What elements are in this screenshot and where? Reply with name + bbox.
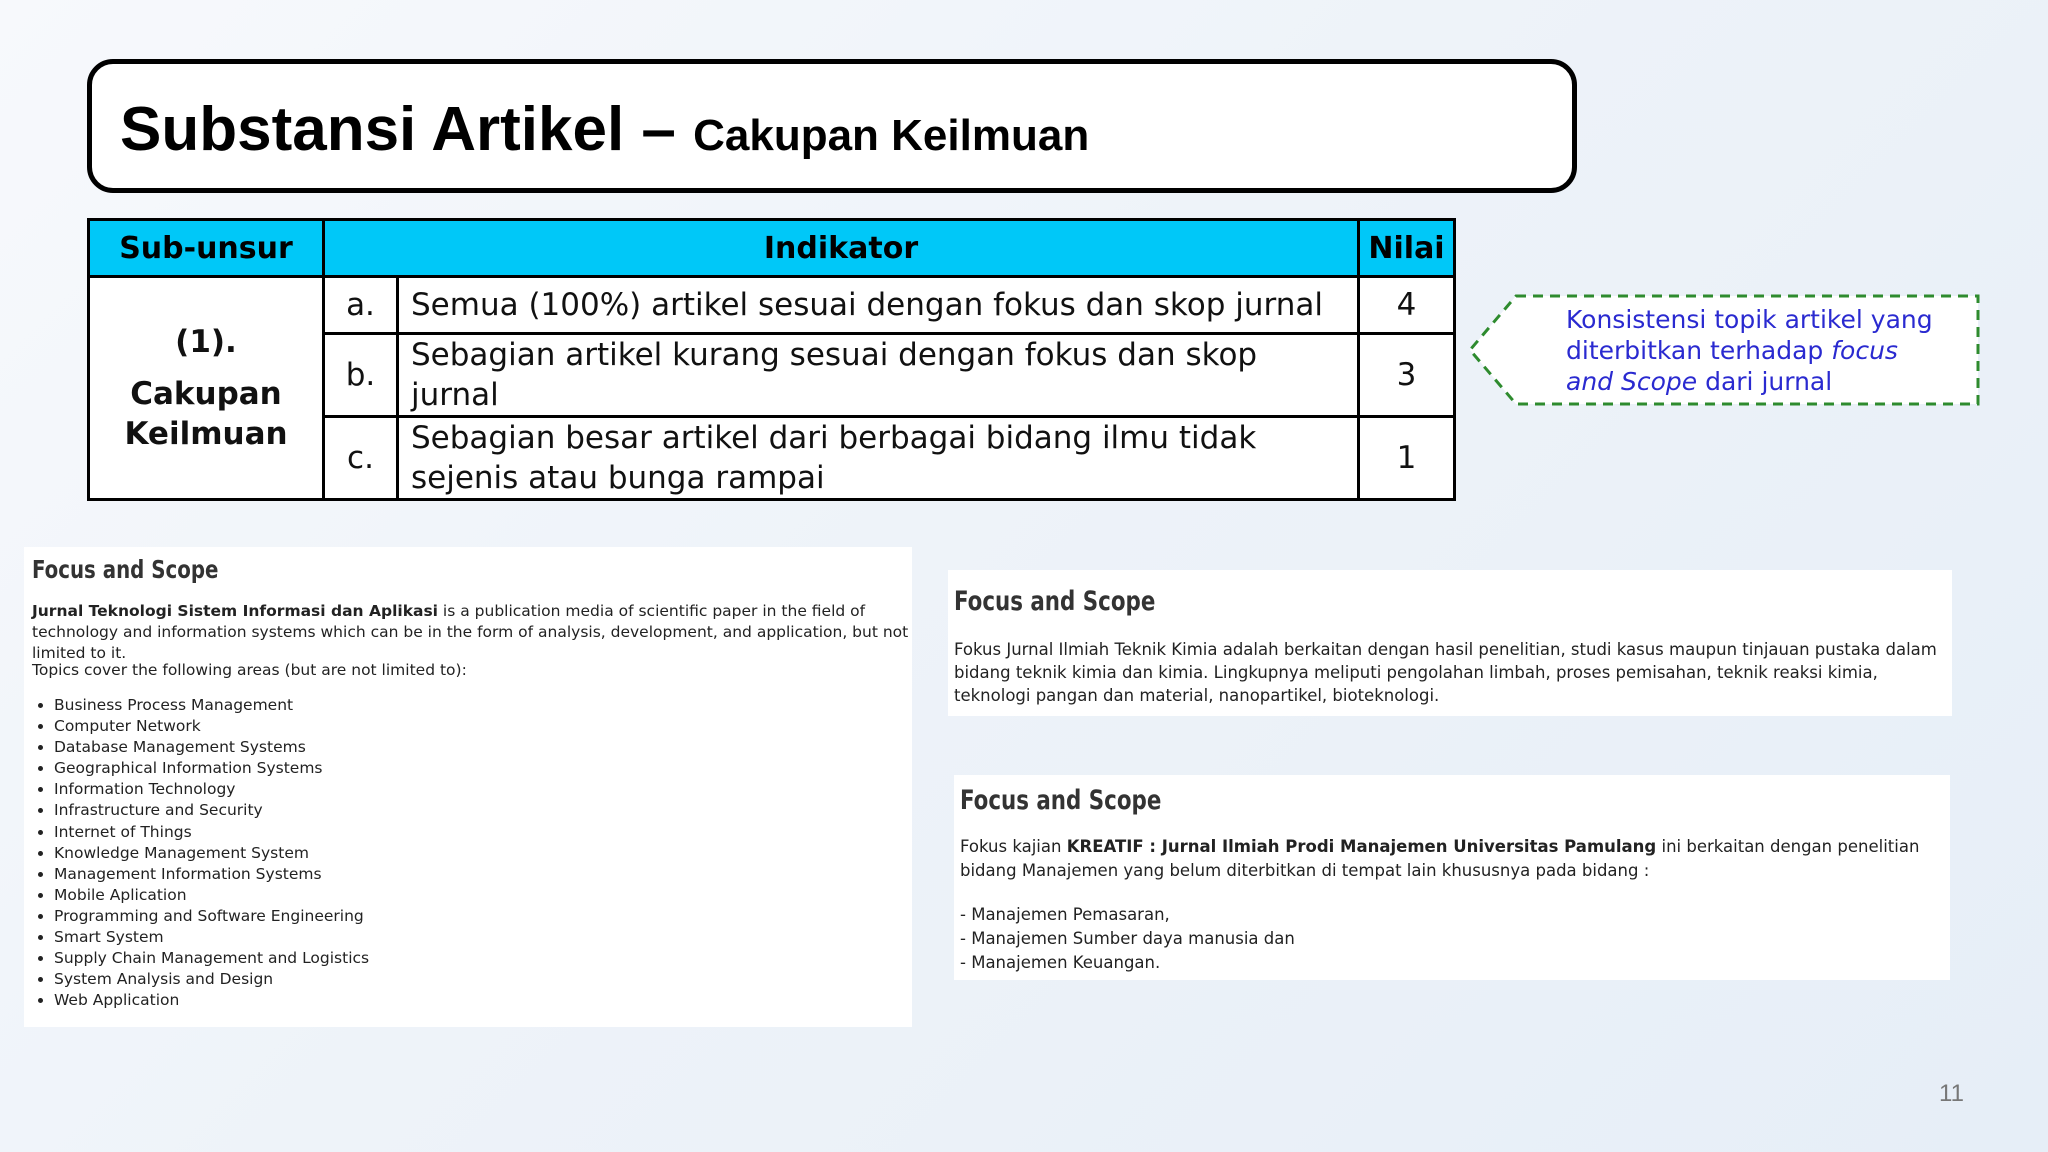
- sub-unsur-label: Keilmuan: [124, 416, 288, 452]
- list-item: - Manajemen Sumber daya manusia dan: [960, 927, 1295, 951]
- card-description: Fokus Jurnal Ilmiah Teknik Kimia adalah berkaitan dengan hasil penelitian, studi kasus maupun tinjauan pustaka dalam bidang teknik kimia dan kimia. Lingkupnya meliputi pengolahan limbah, proses pemisahan, teknik reaksi kimia, teknologi pangan dan material, nanopartikel, bioteknologi.: [954, 640, 1937, 705]
- row-indikator-line: Sebagian besar artikel dari berbagai bidang ilmu tidak: [411, 420, 1257, 456]
- sub-unsur-label: Cakupan: [130, 376, 282, 412]
- description-text: Fokus kajian: [960, 837, 1067, 856]
- description-text: ini berkaitan dengan penelitian bidang Manajemen yang belum diterbitkan di tempat lain khususnya pada bidang :: [960, 837, 1920, 880]
- card-description: [960, 835, 1948, 883]
- callout-line: Konsistensi topik artikel yang: [1566, 305, 1933, 334]
- list-item: • Web Application: [54, 990, 369, 1011]
- row-nilai: 3: [1359, 334, 1455, 417]
- row-letter: a.: [324, 277, 398, 334]
- list-item: • Management Information Systems: [54, 864, 369, 885]
- slide-title: [120, 94, 1089, 165]
- journal-name: KREATIF : Jurnal Ilmiah Prodi Manajemen Universitas Pamulang: [1066, 837, 1657, 856]
- callout-text: [1566, 304, 1966, 397]
- list-item: • Business Process Management: [54, 695, 369, 716]
- list-item: - Manajemen Pemasaran,: [960, 903, 1295, 927]
- row-indikator-line: sejenis atau bunga rampai: [411, 460, 825, 496]
- focus-scope-card-right-top: [948, 570, 1952, 716]
- list-item: • Database Management Systems: [54, 737, 369, 758]
- card-heading: Focus and Scope: [32, 555, 219, 584]
- list-item: • Mobile Aplication: [54, 885, 369, 906]
- slide-title-box: [87, 59, 1577, 193]
- journal-name: Jurnal Teknologi Sistem Informasi dan Aplikasi: [32, 602, 438, 620]
- list-item: • Smart System: [54, 927, 369, 948]
- bidang-list: [960, 903, 1295, 975]
- page-number: 11: [1939, 1080, 1964, 1107]
- title-main-text: Substansi Artikel –: [120, 95, 694, 164]
- sub-unsur-cell: [89, 277, 324, 500]
- row-nilai: 1: [1359, 417, 1455, 500]
- card-heading: Focus and Scope: [960, 785, 1162, 816]
- list-item: • System Analysis and Design: [54, 969, 369, 990]
- table-header-row: [89, 220, 1455, 277]
- row-indikator: Sebagian artikel kurang sesuai dengan fokus dan skop jurnal: [398, 334, 1359, 417]
- table-row: [89, 277, 1455, 334]
- description-text: is a publication media of scientific paper in the field of technology and information systems which can be in the form of analysis, development, and application, but not limited to it.: [32, 602, 909, 662]
- callout-text-span: dari jurnal: [1697, 367, 1833, 396]
- callout-text-span: diterbitkan terhadap: [1566, 336, 1832, 365]
- focus-scope-card-left: [24, 547, 912, 1027]
- list-item: • Computer Network: [54, 716, 369, 737]
- row-indikator: Semua (100%) artikel sesuai dengan fokus dan skop jurnal: [398, 277, 1359, 334]
- card-description: [32, 601, 912, 664]
- focus-scope-card-right-bottom: [954, 775, 1950, 980]
- header-sub-unsur: Sub-unsur: [89, 220, 324, 277]
- list-item: • Internet of Things: [54, 822, 369, 843]
- topics-list: [32, 695, 369, 1011]
- list-item: • Supply Chain Management and Logistics: [54, 948, 369, 969]
- header-indikator: Indikator: [324, 220, 1359, 277]
- row-nilai: 4: [1359, 277, 1455, 334]
- list-item: • Programming and Software Engineering: [54, 906, 369, 927]
- topics-intro: Topics cover the following areas (but are not limited to):: [32, 661, 467, 679]
- criteria-table: [87, 218, 1456, 501]
- callout-text-italic: focus: [1831, 336, 1898, 365]
- list-item: - Manajemen Keuangan.: [960, 951, 1295, 975]
- row-letter: c.: [324, 417, 398, 500]
- list-item: • Infrastructure and Security: [54, 800, 369, 821]
- title-sub-text: Cakupan Keilmuan: [693, 111, 1090, 160]
- card-heading: Focus and Scope: [954, 586, 1156, 617]
- sub-unsur-number: (1).: [175, 324, 237, 360]
- row-letter: b.: [324, 334, 398, 417]
- callout-line: [1566, 366, 1966, 397]
- row-indikator: [398, 417, 1359, 500]
- header-nilai: Nilai: [1359, 220, 1455, 277]
- list-item: • Information Technology: [54, 779, 369, 800]
- list-item: • Knowledge Management System: [54, 843, 369, 864]
- callout-line: [1566, 335, 1966, 366]
- list-item: • Geographical Information Systems: [54, 758, 369, 779]
- callout-text-italic: and Scope: [1566, 367, 1698, 396]
